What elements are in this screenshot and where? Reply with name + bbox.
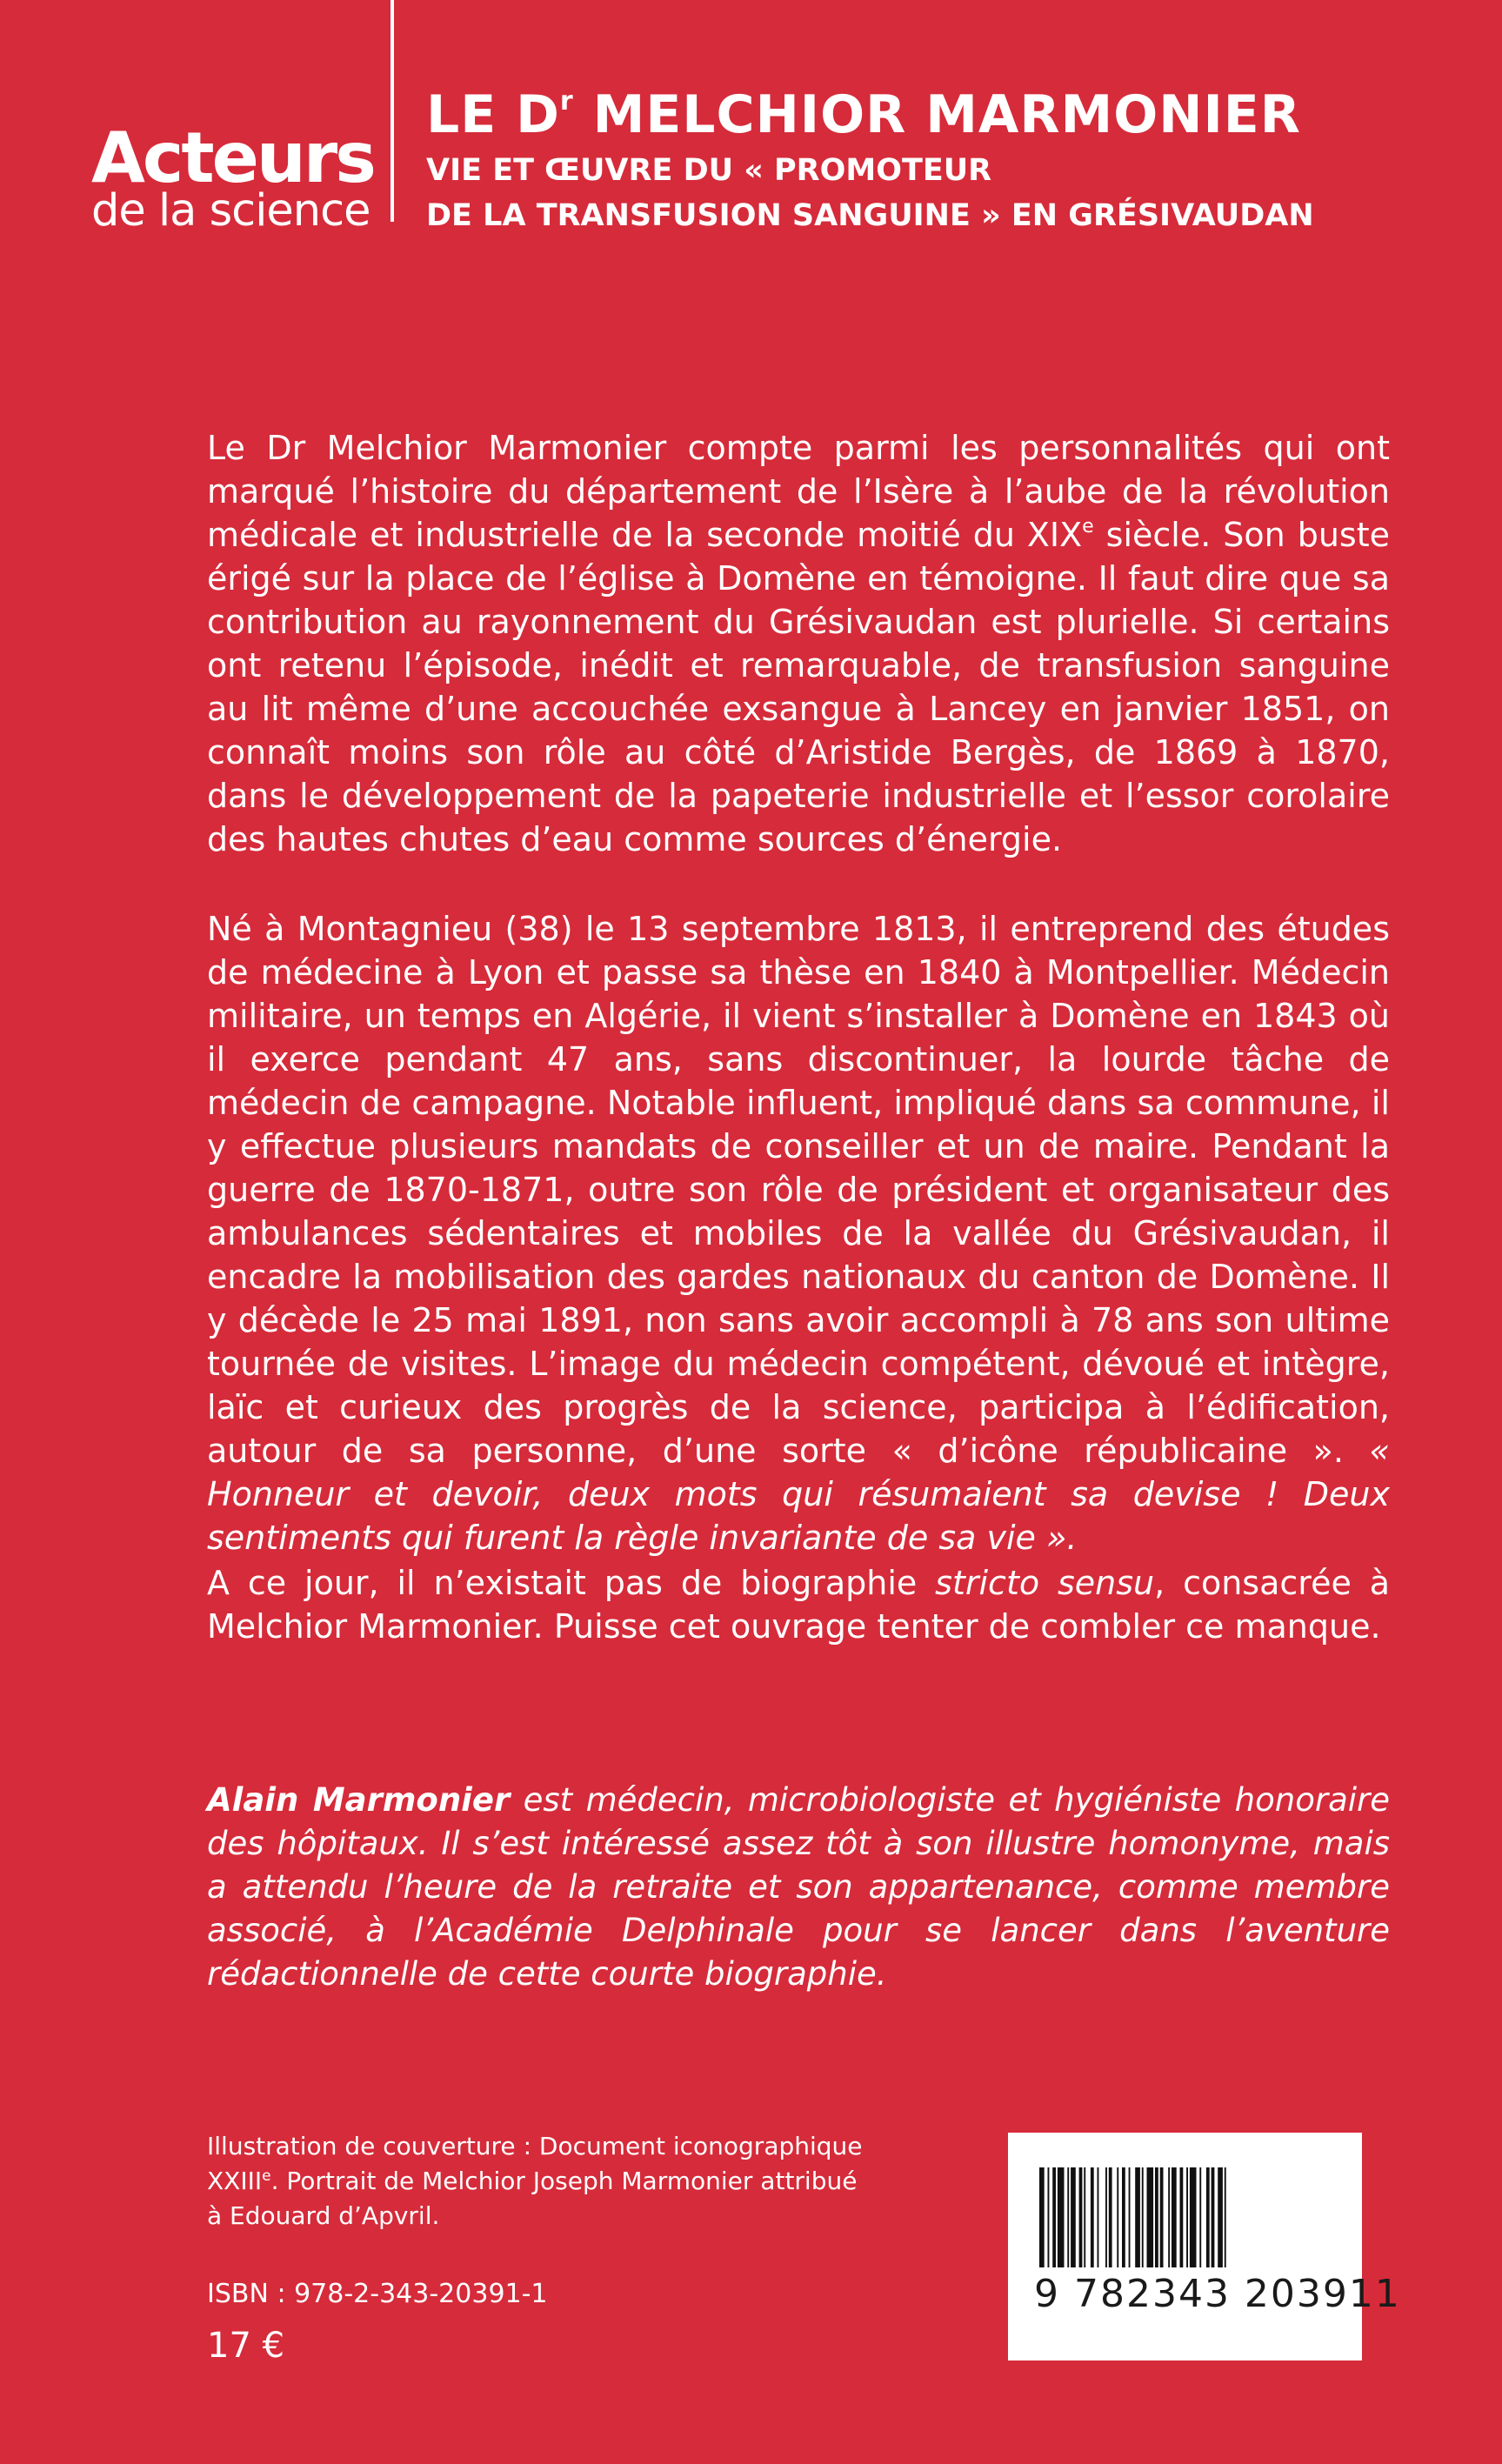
barcode-bar: [1180, 2167, 1184, 2267]
barcode-bar: [1098, 2167, 1099, 2267]
barcode-bar: [1225, 2167, 1226, 2267]
barcode-bar: [1058, 2167, 1065, 2267]
header-divider: [391, 0, 394, 222]
barcode-bar: [1168, 2167, 1170, 2267]
book-subtitle-line1: VIE ET ŒUVRE DU « PROMOTEUR: [426, 153, 992, 188]
blurb-paragraph-1: Le Dr Melchior Marmonier compte parmi les personnalités qui ont marqué l’histoire du département de l’Isère à l’aube de la révolution médicale et industrielle de la seconde moitié du XIXe siècle. Son buste érigé sur la place de l’église à Domène en témoigne. Il faut dire que sa contribution au rayonnement du Grésivaudan est plurielle. Si certains ont retenu l’épisode, inédit et remarquable, de transfusion sanguine au lit même d’une accouchée exsangue à Lancey en janvier 1851, on connaît moins son rôle au côté d’Aristide Bergès, de 1869 à 1870, dans le développement de la papeterie industrielle et l’essor corolaire des hautes chutes d’eau comme sources d’énergie.: [207, 429, 1390, 858]
series-logo: [91, 117, 374, 237]
barcode-bar: [1147, 2167, 1154, 2267]
barcode-bar: [1186, 2167, 1188, 2267]
barcode-bar: [1199, 2167, 1201, 2267]
barcode-bar: [1039, 2167, 1045, 2267]
barcode-bar: [1190, 2167, 1197, 2267]
barcode-bar: [1079, 2167, 1083, 2267]
barcode-bar: [1172, 2167, 1177, 2267]
cover-credits: Illustration de couverture : Document iconographique XXIIIe. Portrait de Melchior Joseph Marmonier attribué à Edouard d’Apvril.: [207, 2132, 863, 2230]
book-title: LE $D^r$ MELCHIOR MARMONIER: [426, 84, 1301, 145]
isbn: ISBN : 978-2-343-20391-1: [207, 2279, 548, 2309]
barcode-bar: [1067, 2167, 1069, 2267]
barcode-bar: [1218, 2167, 1223, 2267]
price: 17 €: [207, 2326, 285, 2366]
barcode-bar: [1052, 2167, 1056, 2267]
barcode-bar: [1206, 2167, 1210, 2267]
book-header: [426, 83, 1470, 237]
barcode-bar: [1109, 2167, 1112, 2267]
barcode-bar: [1122, 2167, 1125, 2267]
author-bio: Alain Marmonier est médecin, microbiologiste et hygiéniste honoraire des hôpitaux. Il s’est intéressé assez tôt à son illustre homonyme, mais a attendu l’heure de la retraite et son appartenance, comme membre associé, à l’Académie Delphinale pour se lancer dans l’aventure rédactionnelle de cette courte biographie.: [207, 1781, 1390, 1993]
barcode-digits: 9 782343 203911: [1034, 2272, 1401, 2316]
series-name-line1: Acteurs: [91, 117, 374, 198]
barcode-bar: [1160, 2167, 1164, 2267]
barcode: [1008, 2133, 1401, 2360]
barcode-bar: [1084, 2167, 1085, 2267]
motto-quote: « Honneur et devoir, deux mots qui résumaient sa devise ! Deux sentiments qui furent la règle invariante de sa vie ».: [207, 1432, 1390, 1557]
barcode-bar: [1091, 2167, 1094, 2267]
barcode-bar: [1129, 2167, 1131, 2267]
barcode-bar: [1212, 2167, 1215, 2267]
author-name: Alain Marmonier: [207, 1781, 511, 1819]
barcode-bars: [1039, 2167, 1332, 2267]
barcode-bar: [1155, 2167, 1158, 2267]
barcode-bar: [1117, 2167, 1118, 2267]
blurb-paragraph-3: A ce jour, il n’existait pas de biographie stricto sensu, consacrée à Melchior Marmonier. Puisse cet ouvrage tenter de combler ce manque.: [207, 1564, 1390, 1646]
barcode-bar: [1105, 2167, 1107, 2267]
barcode-bar: [1071, 2167, 1076, 2267]
blurb-paragraph-2: Né à Montagnieu (38) le 13 septembre 1813, il entreprend des études de médecine à Lyon et passe sa thèse en 1840 à Montpellier. Médecin militaire, un temps en Algérie, il vient s’installer à Domène en 1843 où il exerce pendant 47 ans, sans discontinuer, la lourde tâche de médecin de campagne. Notable influent, impliqué dans sa commune, il y effectue plusieurs mandats de conseiller et un de maire. Pendant la guerre de 1870-1871, outre son rôle de président et organisateur des ambulances sédentaires et mobiles de la vallée du Grésivaudan, il encadre la mobilisation des gardes nationaux du canton de Domène. Il y décède le 25 mai 1891, non sans avoir accompli à 78 ans son ultime tournée de visites. L’image du médecin compétent, dévoué et intègre, laïc et curieux des progrès de la science, participa à l’édification, autour de sa personne, d’une sorte « d’icône républicaine ». « Honneur et devoir, deux mots qui résumaient sa devise ! Deux sentiments qui furent la règle invariante de sa vie ».: [207, 910, 1390, 1557]
barcode-bar: [1142, 2167, 1144, 2267]
barcode-bar: [1135, 2167, 1140, 2267]
book-subtitle-line2: DE LA TRANSFUSION SANGUINE » EN GRÉSIVAUDAN: [426, 198, 1314, 233]
barcode-bar: [1048, 2167, 1050, 2267]
series-name-line2: de la science: [91, 185, 370, 237]
